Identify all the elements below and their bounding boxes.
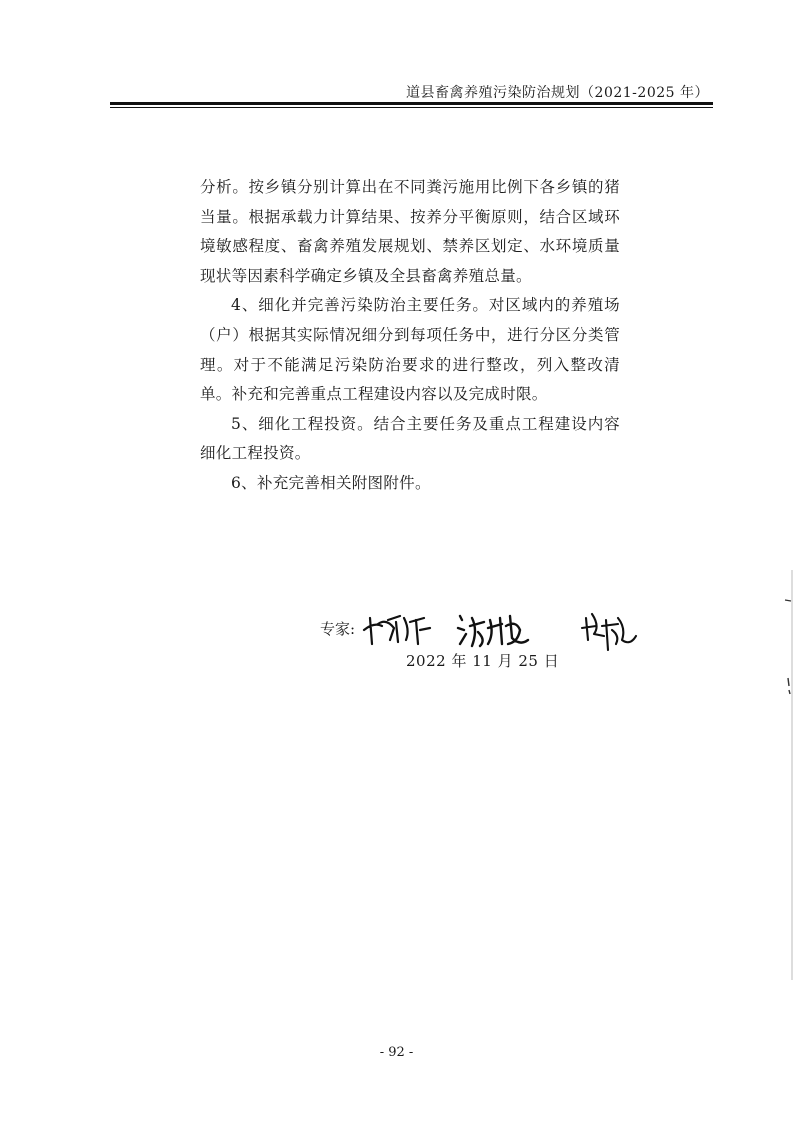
page-header — [110, 80, 713, 106]
paragraph-2: 4、细化并完善污染防治主要任务。对区域内的养殖场（户）根据其实际情况细分到每项任务中，进行分区分类管理。对于不能满足污染防治要求的进行整改，列入整改清单。补充和完善重点工程建设内容以及完成时限。 — [200, 296, 620, 404]
header-rule-thin — [110, 107, 713, 108]
handwritten-signatures — [360, 600, 650, 655]
document-title: 道县畜禽养殖污染防治规划（2021-2025 年） — [406, 85, 709, 101]
body-text — [200, 173, 620, 499]
page-number: - 92 - — [379, 1045, 414, 1060]
paragraph-1: 分析。按乡镇分别计算出在不同粪污施用比例下各乡镇的猪当量。根据承载力计算结果、按养分平衡原则，结合区域环境敏感程度、畜禽养殖发展规划、禁养区划定、水环境质量现状等因素科学确定乡镇及全县畜禽养殖总量。 — [200, 178, 620, 285]
header-rule-thick — [110, 102, 713, 105]
signature-label: 专家: — [320, 620, 356, 638]
signature-date: 2022 年 11 月 25 日 — [406, 652, 560, 670]
paragraph-4: 6、补充完善相关附图附件。 — [231, 473, 431, 492]
signature-block — [320, 600, 650, 680]
scan-edge-marks — [713, 570, 793, 980]
paragraph-3: 5、细化工程投资。结合主要任务及重点工程建设内容细化工程投资。 — [200, 414, 620, 463]
